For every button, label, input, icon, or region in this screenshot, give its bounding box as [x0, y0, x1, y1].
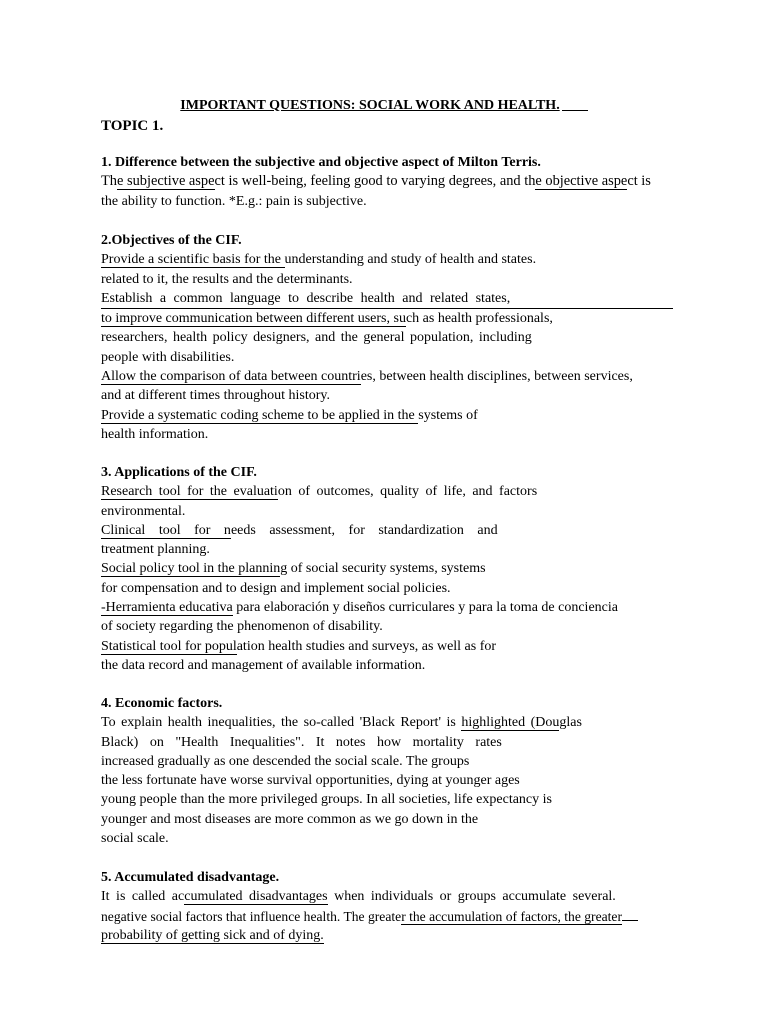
q2-line-9: Provide a systematic coding scheme to be applied in the systems of: [101, 407, 478, 423]
q3-line-6: for compensation and to design and implement social policies.: [101, 580, 451, 596]
q4-line-2: Black) on "Health Inequalities". It notes how mortality rates: [101, 734, 502, 750]
q4-line-6: younger and most diseases are more common as we go down in the: [101, 811, 479, 827]
q3-line-3: Clinical tool for needs assessment, for standardization and: [101, 522, 498, 538]
q4-heading: 4. Economic factors.: [101, 696, 223, 711]
q5-line-3: probability of getting sick and of dying.: [101, 927, 324, 943]
q1-heading: 1. Difference between the subjective and objective aspect of Milton Terris.: [101, 155, 541, 170]
q3-line-8: of society regarding the phenomenon of disability.: [101, 619, 383, 635]
q4-line-7: social scale.: [101, 831, 169, 847]
q2-line-1: Provide a scientific basis for the understanding and study of health and states.: [101, 252, 537, 268]
q5-heading: 5. Accumulated disadvantage.: [101, 870, 280, 885]
page-title: IMPORTANT QUESTIONS: SOCIAL WORK AND HEALTH.: [0, 96, 768, 115]
q2-line-2: related to it, the results and the determinants.: [101, 271, 353, 287]
title-underline-fill: [562, 96, 588, 111]
q3-heading: 3. Applications of the CIF.: [101, 465, 257, 480]
q5-line-2: negative social factors that influence health. The greater the accumulation of factors, the greater: [101, 907, 683, 926]
q2-line-3: Establish a common language to describe health and related states,: [101, 289, 683, 309]
q2-line-6: people with disabilities.: [101, 349, 235, 365]
q5-line-1: It is called accumulated disadvantages when individuals or groups accumulate several.: [101, 889, 616, 905]
q2-line-7: Allow the comparison of data between countries, between health disciplines, between services,: [101, 369, 633, 385]
q3-line-2: environmental.: [101, 503, 186, 519]
section-q1: [101, 153, 683, 211]
q3-line-10: the data record and management of available information.: [101, 657, 426, 673]
q4-line-4: the less fortunate have worse survival opportunities, dying at younger ages: [101, 773, 520, 789]
topic-heading: TOPIC 1.: [101, 118, 164, 134]
section-q3: [101, 463, 683, 675]
q4-line-5: young people than the more privileged groups. In all societies, life expectancy is: [101, 792, 552, 808]
q3-line-5: Social policy tool in the planning of social security systems, systems: [101, 561, 486, 577]
q3-line-7: -Herramienta educativa para elaboración y diseños curriculares y para la toma de conciencia: [101, 600, 618, 616]
q1-line-1: The subjective aspect is well-being, feeling good to varying degrees, and the objective aspect is: [101, 173, 651, 190]
section-q5: [101, 868, 683, 945]
q4-line-1: To explain health inequalities, the so-called 'Black Report' is highlighted (Douglas: [101, 715, 582, 731]
q3-line-9: Statistical tool for population health studies and surveys, as well as for: [101, 638, 497, 654]
q3-line-4: treatment planning.: [101, 542, 210, 558]
q2-line-10: health information.: [101, 426, 209, 442]
q3-line-1: Research tool for the evaluation of outcomes, quality of life, and factors: [101, 484, 538, 500]
section-q4: [101, 694, 683, 848]
q2-line-4: to improve communication between different users, such as health professionals,: [101, 311, 553, 327]
q2-line-8: and at different times throughout history.: [101, 388, 331, 404]
q2-line-5: researchers, health policy designers, and the general population, including: [101, 330, 532, 346]
section-q2: [101, 231, 683, 444]
q2-heading: 2.Objectives of the CIF.: [101, 233, 242, 248]
q1-line-2: the ability to function. *E.g.: pain is subjective.: [101, 193, 367, 209]
q4-line-3: increased gradually as one descended the social scale. The groups: [101, 753, 470, 769]
